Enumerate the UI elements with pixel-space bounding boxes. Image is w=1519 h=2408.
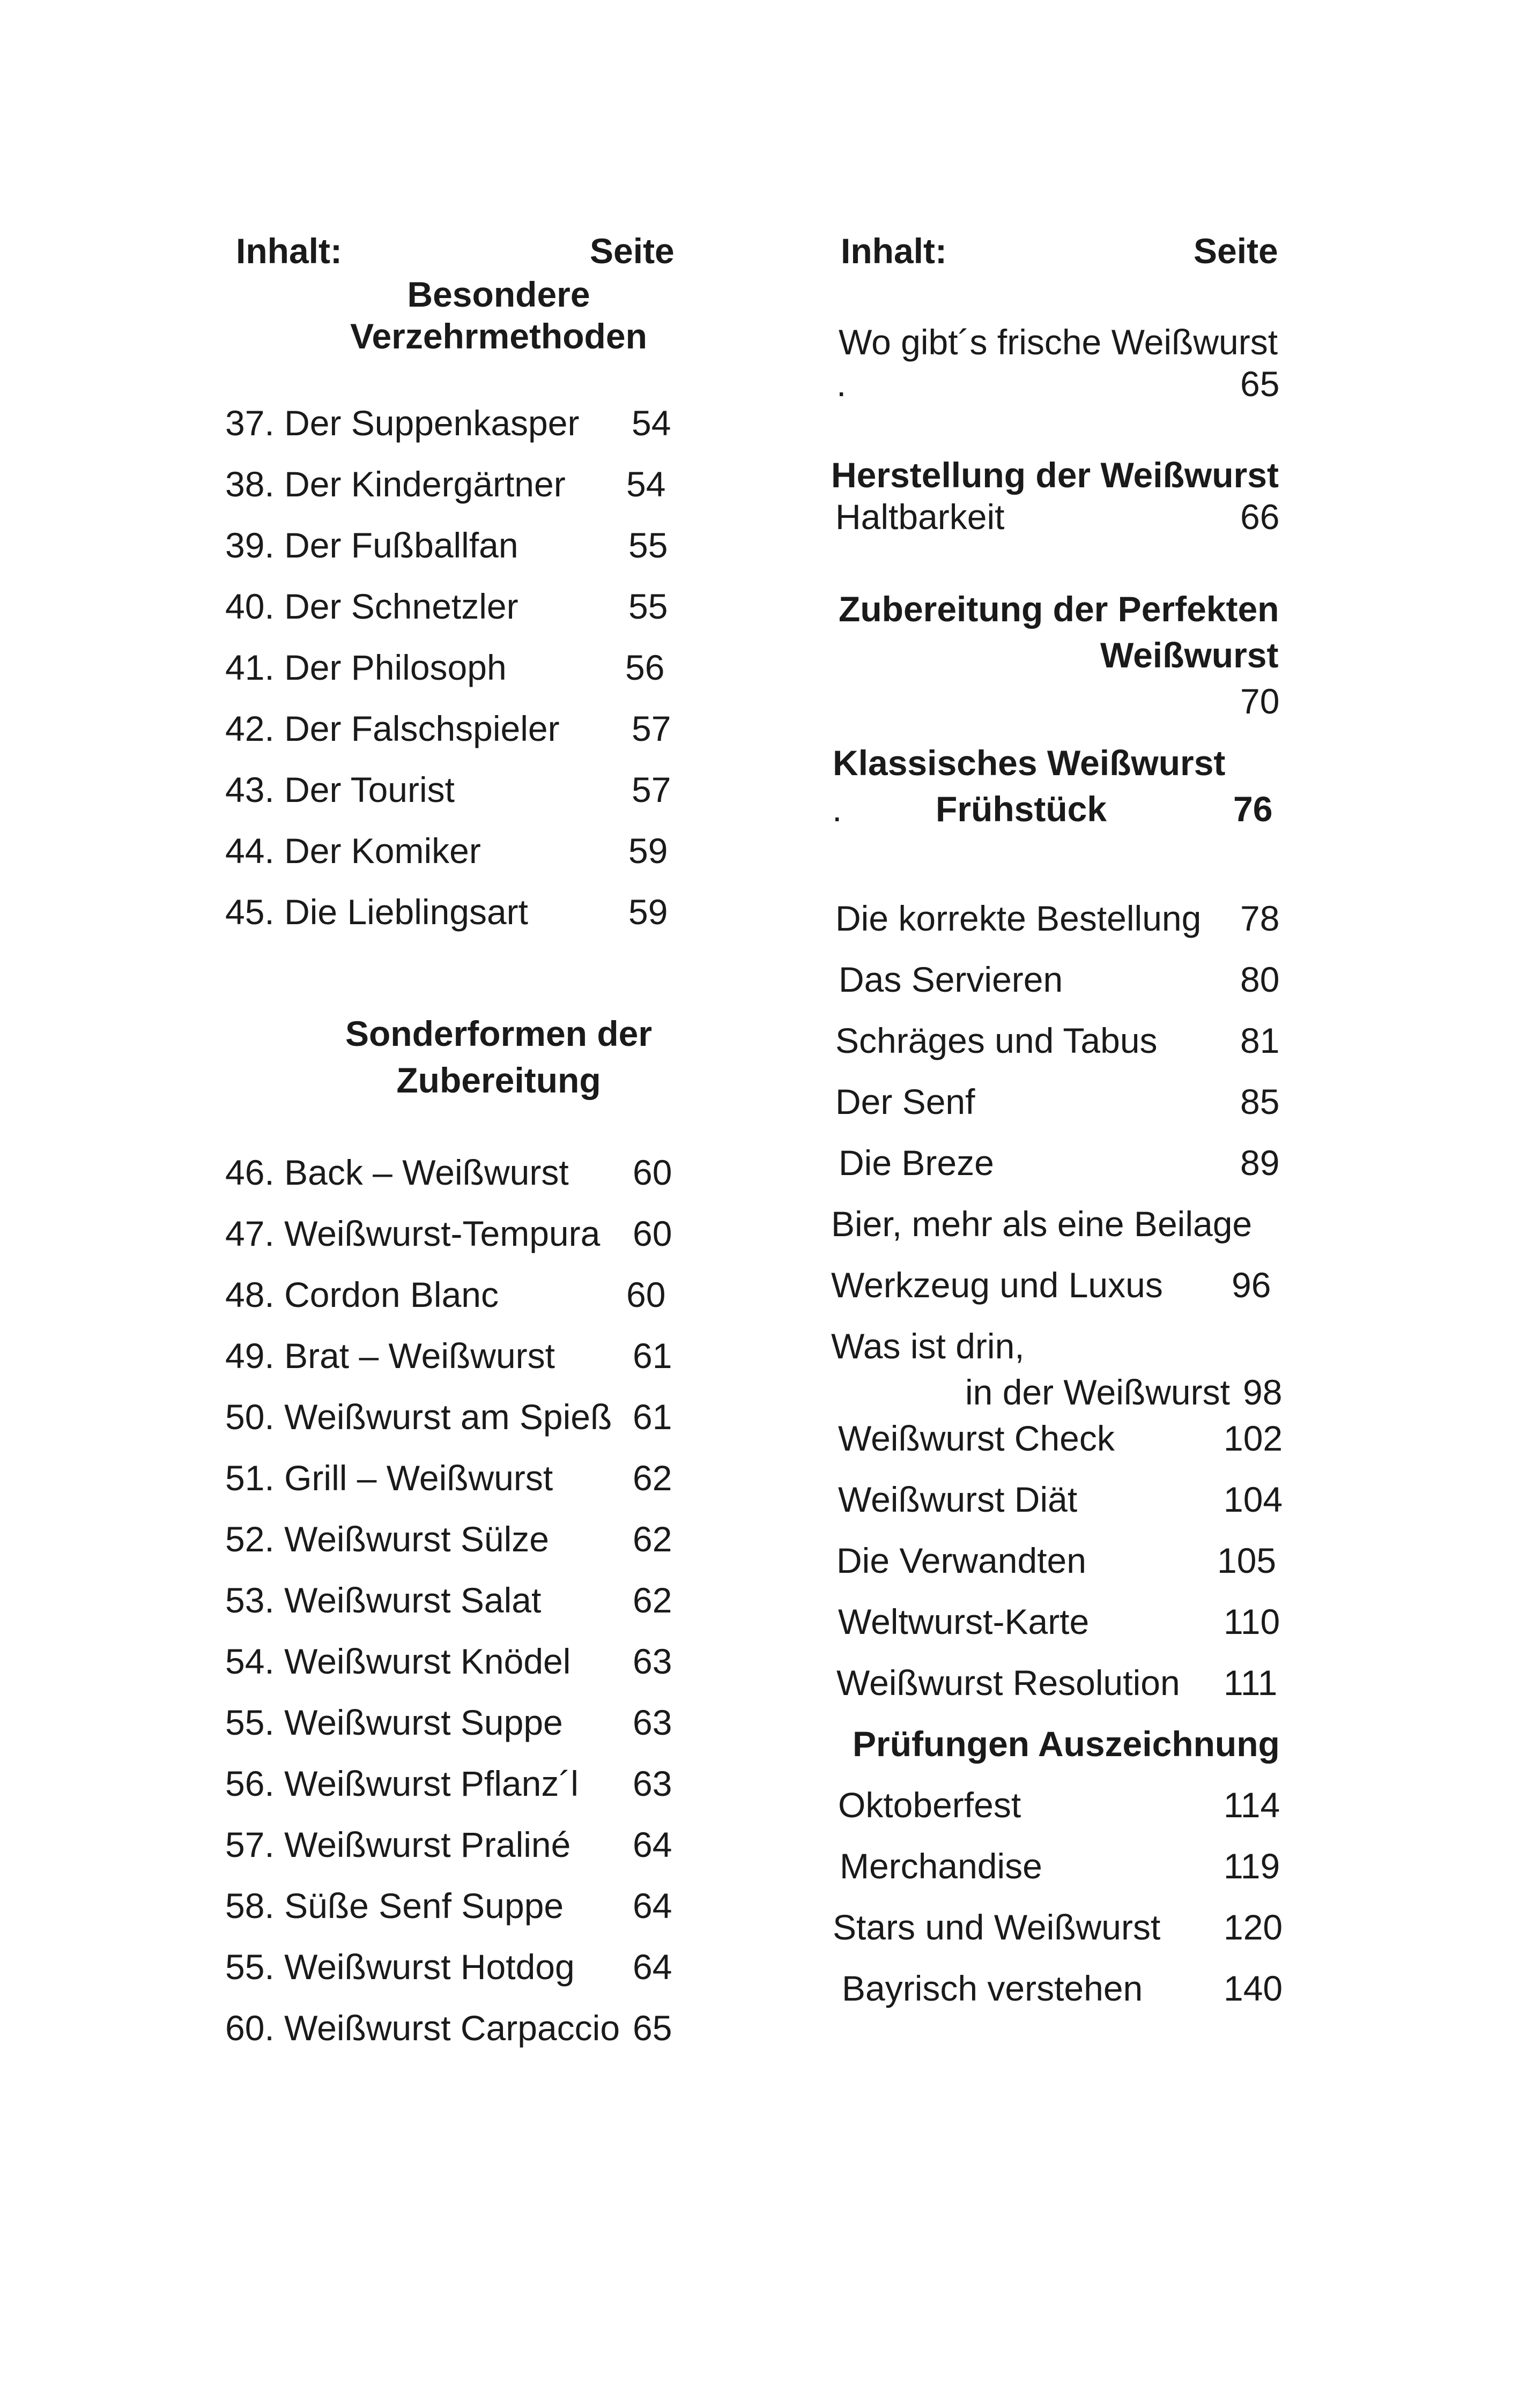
toc-entry-page: 63	[633, 1764, 672, 1803]
toc-entry-page: 55	[628, 525, 668, 565]
toc-entry-page: 63	[633, 1641, 672, 1681]
toc-entry-label[interactable]: 44. Der Komiker	[225, 831, 481, 871]
toc-entry-page: 62	[633, 1580, 672, 1620]
toc-entry-page: 64	[633, 1947, 672, 1987]
toc-entry-page: 78	[1240, 898, 1280, 938]
toc-entry-label[interactable]: 46. Back – Weißwurst	[225, 1153, 569, 1192]
toc-entry-label[interactable]: 37. Der Suppenkasper	[225, 403, 580, 443]
toc-entry-page: 98	[1243, 1372, 1283, 1412]
toc-entry-label[interactable]: 52. Weißwurst Sülze	[225, 1519, 549, 1559]
toc-entry-label[interactable]: Oktoberfest	[838, 1785, 1021, 1825]
toc-entry-label[interactable]: 58. Süße Senf Suppe	[225, 1886, 564, 1926]
toc-entry-label[interactable]: Die Breze	[839, 1143, 994, 1183]
toc-entry-label[interactable]: 49. Brat – Weißwurst	[225, 1336, 555, 1376]
toc-entry-label[interactable]: 57. Weißwurst Praliné	[225, 1825, 571, 1864]
toc-entry-label[interactable]: 41. Der Philosoph	[225, 648, 507, 687]
toc-entry-page: 81	[1240, 1021, 1280, 1060]
toc-entry-label[interactable]: Bayrisch verstehen	[842, 1968, 1143, 2008]
left-section-heading-line2: Zubereitung	[396, 1060, 601, 1100]
toc-entry-page: 64	[633, 1886, 672, 1926]
toc-entry-page: 102	[1224, 1418, 1283, 1458]
toc-entry-label[interactable]: Der Senf	[835, 1082, 975, 1121]
toc-entry-label[interactable]: Die korrekte Bestellung	[835, 898, 1202, 938]
toc-entry-page: 120	[1224, 1907, 1283, 1947]
toc-entry-page: 104	[1224, 1480, 1283, 1519]
toc-entry-label[interactable]: 39. Der Fußballfan	[225, 525, 518, 565]
toc-entry-label[interactable]: 51. Grill – Weißwurst	[225, 1458, 553, 1498]
toc-entry-page: 65	[1240, 364, 1280, 404]
left-header-page-label: Seite	[590, 231, 675, 271]
toc-entry-page: 89	[1240, 1143, 1280, 1183]
section-heading-line2: Weißwurst	[1100, 635, 1279, 675]
toc-entry-page: 59	[628, 831, 668, 871]
toc-entry-page: 61	[633, 1397, 672, 1437]
toc-entry-page: 65	[633, 2008, 672, 2048]
toc-entry-label[interactable]: 45. Die Lieblingsart	[225, 892, 528, 932]
toc-leader-dot: .	[832, 789, 842, 829]
toc-entry-page: 61	[633, 1336, 672, 1376]
toc-entry-label[interactable]: 53. Weißwurst Salat	[225, 1580, 542, 1620]
toc-entry-page: 62	[633, 1458, 672, 1498]
toc-entry-label[interactable]: Werkzeug und Luxus	[831, 1265, 1163, 1305]
toc-entry-label[interactable]: 43. Der Tourist	[225, 770, 455, 809]
toc-entry-label[interactable]: Weißwurst Diät	[838, 1480, 1078, 1519]
toc-entry-page: 85	[1240, 1082, 1280, 1121]
toc-entry-page: 64	[633, 1825, 672, 1864]
toc-entry-label[interactable]: Weißwurst Resolution	[836, 1663, 1180, 1703]
left-section-heading-line2: Verzehrmethoden	[350, 316, 647, 356]
toc-entry-page: 60	[633, 1153, 672, 1192]
toc-entry-label[interactable]: 56. Weißwurst Pflanz´l	[225, 1764, 579, 1803]
toc-entry-page: 114	[1224, 1785, 1280, 1825]
toc-entry-label[interactable]: Stars und Weißwurst	[833, 1907, 1161, 1947]
toc-entry-page: 57	[632, 770, 671, 809]
toc-entry-page: 105	[1217, 1541, 1277, 1580]
toc-entry-page: 119	[1224, 1846, 1280, 1886]
toc-entry-page: 80	[1240, 960, 1280, 999]
toc-entry-page: 96	[1232, 1265, 1271, 1305]
toc-entry-label[interactable]: 48. Cordon Blanc	[225, 1275, 499, 1314]
toc-entry-page: 76	[1233, 789, 1273, 829]
toc-entry-page: 54	[626, 464, 666, 504]
toc-entry-page: 56	[625, 648, 665, 687]
toc-entry-label[interactable]: 55. Weißwurst Hotdog	[225, 1947, 575, 1987]
toc-entry-label[interactable]: Die Verwandten	[836, 1541, 1086, 1580]
toc-entry-page: 57	[632, 709, 671, 748]
toc-entry-label-cont[interactable]: in der Weißwurst	[965, 1372, 1230, 1412]
toc-entry-label[interactable]: 54. Weißwurst Knödel	[225, 1641, 571, 1681]
toc-entry-page: 59	[628, 892, 668, 932]
toc-entry-label[interactable]: 40. Der Schnetzler	[225, 586, 518, 626]
section-heading-line2: Frühstück	[936, 789, 1107, 829]
toc-leader-dot: .	[836, 364, 847, 404]
toc-entry-page: 60	[626, 1275, 666, 1314]
toc-entry-label[interactable]: Weltwurst-Karte	[838, 1602, 1090, 1641]
section-heading-line1: Zubereitung der Perfekten	[839, 589, 1279, 629]
left-header-label: Inhalt:	[236, 231, 342, 271]
toc-entry-label[interactable]: 55. Weißwurst Suppe	[225, 1703, 563, 1742]
toc-entry-label[interactable]: Wo gibt´s frische Weißwurst	[839, 322, 1278, 362]
toc-entry-label[interactable]: 47. Weißwurst-Tempura	[225, 1214, 601, 1253]
right-header-label: Inhalt:	[841, 231, 947, 271]
toc-entry-label[interactable]: 60. Weißwurst Carpaccio	[225, 2008, 620, 2048]
section-heading-line1: Klassisches Weißwurst	[833, 743, 1226, 783]
toc-entry-page: 63	[633, 1703, 672, 1742]
toc-entry-label[interactable]: 50. Weißwurst am Spieß	[225, 1397, 612, 1437]
toc-entry-page: 70	[1240, 681, 1280, 721]
toc-entry-label[interactable]: Weißwurst Check	[838, 1418, 1115, 1458]
toc-entry-label[interactable]: Bier, mehr als eine Beilage	[831, 1204, 1253, 1244]
toc-entry-page: 110	[1224, 1602, 1280, 1641]
left-section-heading-line1: Besondere	[407, 274, 590, 314]
section-heading: Herstellung der Weißwurst	[831, 455, 1279, 495]
toc-entry-page: 111	[1224, 1663, 1278, 1703]
toc-entry-page: 60	[633, 1214, 672, 1253]
left-section-heading-line1: Sonderformen der	[345, 1014, 653, 1053]
toc-entry-label[interactable]: Das Servieren	[839, 960, 1063, 999]
toc-entry-label[interactable]: Was ist drin,	[831, 1326, 1025, 1366]
toc-entry-label[interactable]: Schräges und Tabus	[835, 1021, 1158, 1060]
toc-entry-page: 54	[632, 403, 671, 443]
toc-entry-label[interactable]: 42. Der Falschspieler	[225, 709, 560, 748]
toc-entry-page: 140	[1224, 1968, 1283, 2008]
toc-entry-label[interactable]: 38. Der Kindergärtner	[225, 464, 566, 504]
toc-entry-page: 55	[628, 586, 668, 626]
right-header-page-label: Seite	[1194, 231, 1278, 271]
toc-entry-label[interactable]: Haltbarkeit	[835, 497, 1005, 537]
toc-entry-page: 62	[633, 1519, 672, 1559]
toc-entry-label[interactable]: Merchandise	[840, 1846, 1042, 1886]
toc-entry-page: 66	[1240, 497, 1280, 537]
section-heading: Prüfungen Auszeichnung	[853, 1724, 1280, 1764]
